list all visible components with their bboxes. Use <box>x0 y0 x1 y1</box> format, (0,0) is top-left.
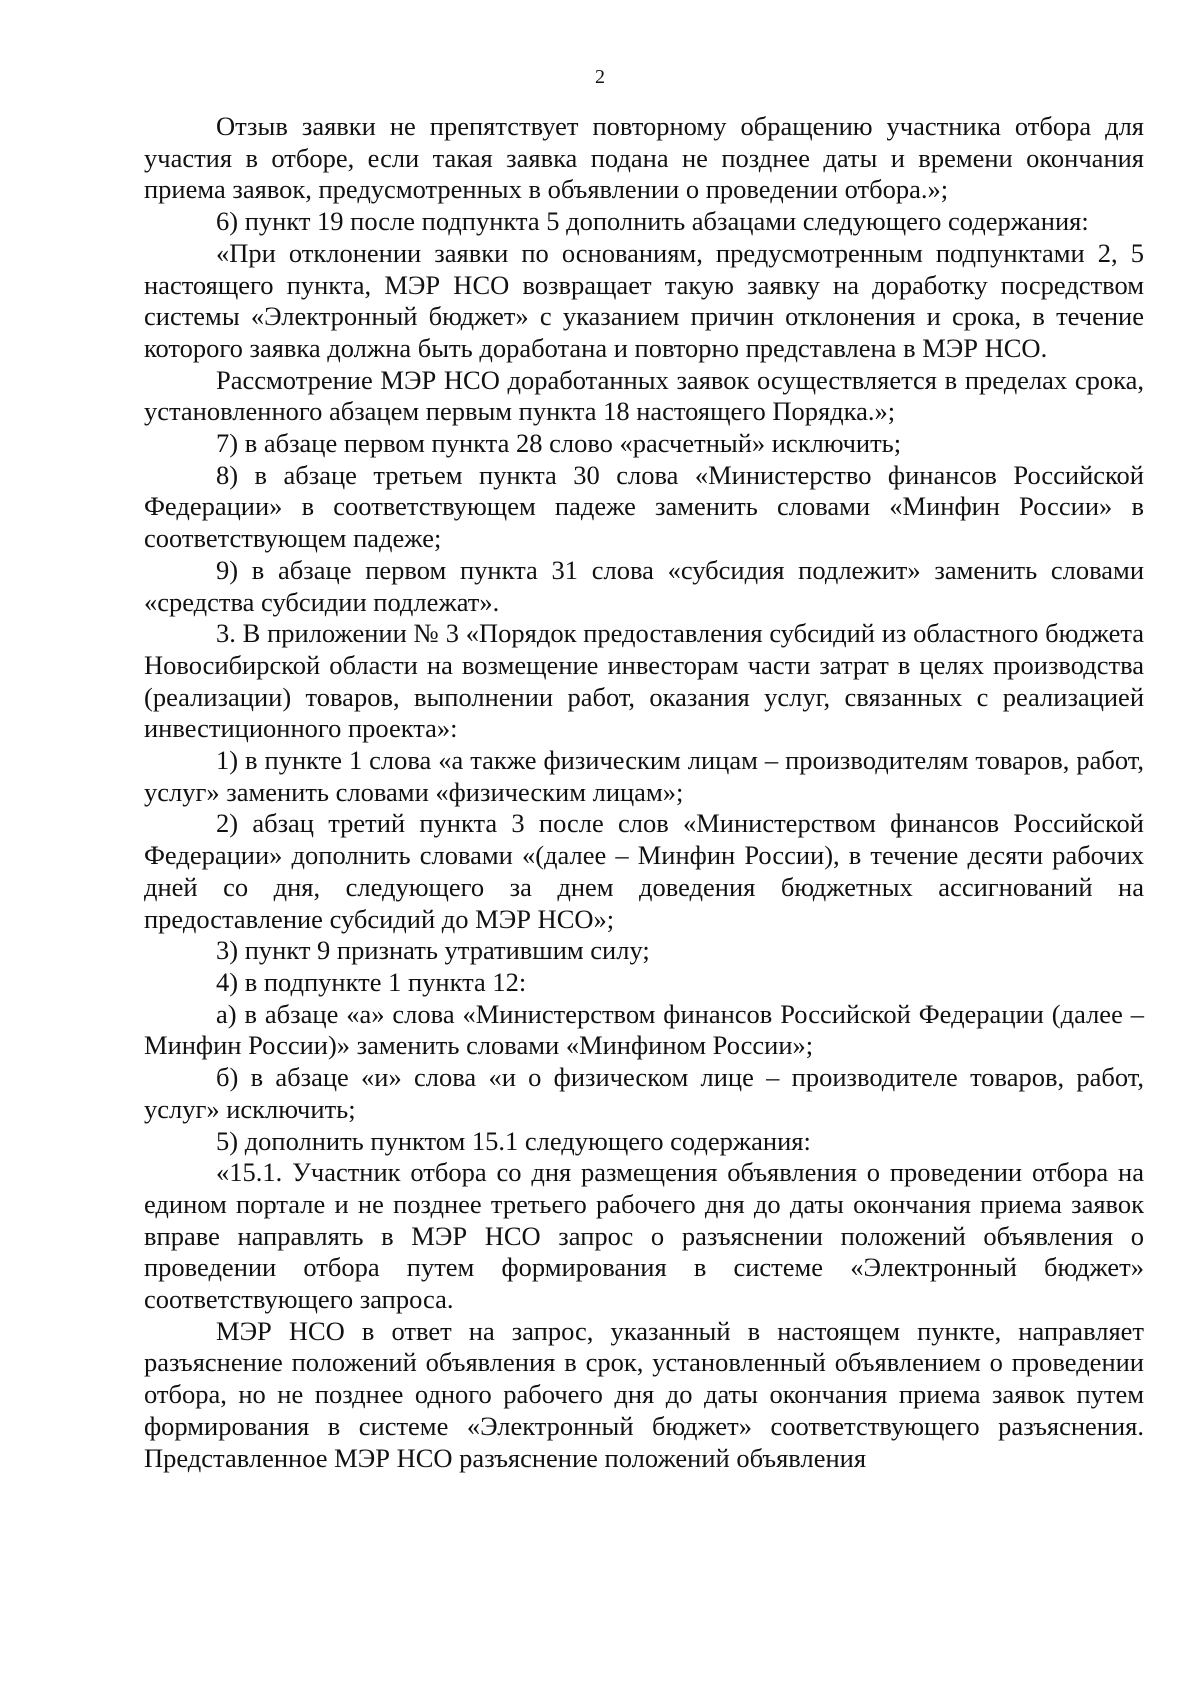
paragraph: «При отклонении заявки по основаниям, предусмотренным подпунктами 2, 5 настоящего пункта, МЭР НСО возвращает такую заявку на доработку посредством системы «Электронный бюджет» с указанием причин отклонения и срока, в течение которого заявка должна быть доработана и повторно представлена в МЭР НСО. <box>144 237 1144 363</box>
paragraph: «15.1. Участник отбора со дня размещения объявления о проведении отбора на едином портале и не позднее третьего рабочего дня до даты окончания приема заявок вправе направлять в МЭР НСО запрос о разъяснении положений объявления о проведении отбора путем формирования в системе «Электронный бюджет» соответствующего запроса. <box>144 1157 1144 1315</box>
paragraph: 3) пункт 9 признать утратившим силу; <box>216 935 650 966</box>
paragraph: 5) дополнить пунктом 15.1 следующего содержания: <box>216 1125 811 1156</box>
page-number: 2 <box>595 66 605 88</box>
paragraph: МЭР НСО в ответ на запрос, указанный в настоящем пункте, направляет разъяснение положений объявления в срок, установленный объявлением о проведении отбора, но не позднее одного рабочего дня до даты окончания приема заявок путем формирования в системе «Электронный бюджет» соответствующего разъяснения. Представленное МЭР НСО разъяснение положений объявления <box>144 1315 1144 1473</box>
paragraph: 8) в абзаце третьем пункта 30 слова «Министерство финансов Российской Федерации» в соответствующем падеже заменить словами «Минфин России» в соответствующем падеже; <box>144 459 1144 554</box>
paragraph: 4) в подпункте 1 пункта 12: <box>216 966 527 997</box>
paragraph: б) в абзаце «и» слова «и о физическом лице – производителе товаров, работ, услуг» исключить; <box>144 1062 1144 1124</box>
paragraph: 6) пункт 19 после подпункта 5 дополнить абзацами следующего содержания: <box>216 206 1089 237</box>
paragraph: Отзыв заявки не препятствует повторному обращению участника отбора для участия в отборе, если такая заявка подана не позднее даты и времени окончания приема заявок, предусмотренных в объявлении о проведении отбора.»; <box>144 111 1144 205</box>
paragraph: 1) в пункте 1 слова «а также физическим лицам – производителям товаров, работ, услуг» заменить словами «физическим лицам»; <box>144 745 1144 807</box>
document-body <box>144 111 1144 1474</box>
paragraph: 9) в абзаце первом пункта 31 слова «субсидия подлежит» заменить словами «средства субсидии подлежат». <box>144 554 1144 617</box>
paragraph: 3. В приложении № 3 «Порядок предоставления субсидий из областного бюджета Новосибирской области на возмещение инвесторам части затрат в целях производства (реализации) товаров, выполнении работ, оказания услуг, связанных с реализацией инвестиционного проекта»: <box>144 618 1144 744</box>
paragraph: Рассмотрение МЭР НСО доработанных заявок осуществляется в пределах срока, установленного абзацем первым пункта 18 настоящего Порядка.»; <box>144 364 1144 427</box>
paragraph: 7) в абзаце первом пункта 28 слово «расчетный» исключить; <box>216 428 902 459</box>
paragraph: а) в абзаце «а» слова «Министерством финансов Российской Федерации (далее – Минфин России)» заменить словами «Минфином России»; <box>144 998 1144 1061</box>
paragraph: 2) абзац третий пункта 3 после слов «Министерством финансов Российской Федерации» дополнить словами «(далее – Минфин России), в течение десяти рабочих дней со дня, следующего за днем доведения бюджетных ассигнований на предоставление субсидий до МЭР НСО»; <box>144 808 1144 934</box>
